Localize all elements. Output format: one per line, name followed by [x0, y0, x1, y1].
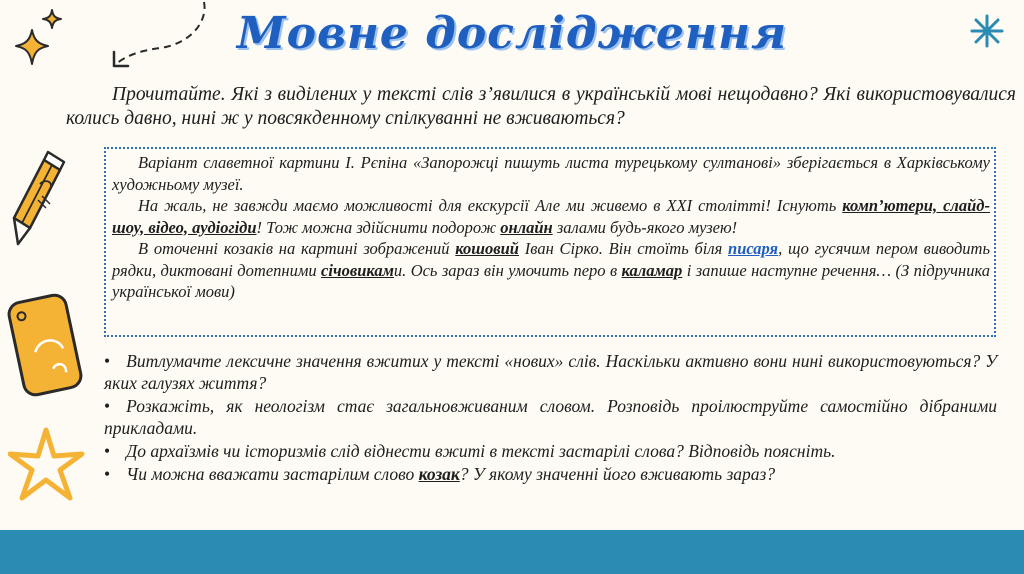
passage-paragraph: На жаль, не завжди маємо можливості для екскурсії Але ми живемо в ХХІ столітті! Існують комп’ютери, слайд-шоу, відео, аудіогіди! Тож можна здійснити подорож онлайн залами будь-якого музею! — [112, 196, 990, 237]
question-list — [104, 350, 997, 486]
highlighted-word: комп’ютери, слайд-шоу, відео, аудіогіди — [112, 196, 990, 237]
highlighted-word: онлайн — [500, 217, 553, 237]
page-title: Мовне дослідження — [236, 8, 788, 59]
highlighted-word: кошовий — [455, 239, 519, 258]
list-item: • Витлумачте лексичне значення вжитих у тексті «нових» слів. Наскільки активно вони нині використовуються? У яких галузях життя? — [104, 351, 997, 393]
reading-passage — [104, 147, 996, 337]
passage-paragraph: Варіант славетної картини І. Рєпіна «Запорожці пишуть листа турецькому султанові» зберігається в Харківському художньому музеї. — [112, 153, 990, 194]
list-item: • Розкажіть, як неологізм стає загальновживаним словом. Розповідь проілюструйте самостійно дібраними прикладами. — [104, 396, 997, 438]
highlighted-word: січовикам — [321, 260, 394, 280]
task-intro: Прочитайте. Які з виділених у тексті слів з’явилися в українській мові нещодавно? Які використовувалися колись давно, нині ж у повсякденному спілкуванні не вживаються? — [66, 84, 1016, 129]
phone-icon — [4, 290, 86, 400]
passage-paragraph: В оточенні козаків на картині зображений кошовий Іван Сірко. Він стоїть біля писаря, що гусячим пером виводить рядки, диктовані дотепними січовиками. Ось зараз він умочить перо в каламар і запише наступне речення… (З підручника української мови) — [112, 239, 990, 301]
highlighted-word: писаря — [728, 239, 779, 258]
list-item: • Чи можна вважати застарілим слово козак? У якому значенні його вживають зараз? — [104, 464, 776, 484]
star-icon — [8, 426, 86, 502]
footer-bar — [0, 530, 1024, 574]
list-item: • До архаїзмів чи історизмів слід віднести вжиті в тексті застарілі слова? Відповідь поясніть. — [104, 441, 836, 461]
pencil-icon — [2, 148, 74, 248]
highlighted-word: каламар — [621, 260, 683, 280]
highlighted-word: козак — [418, 464, 460, 484]
